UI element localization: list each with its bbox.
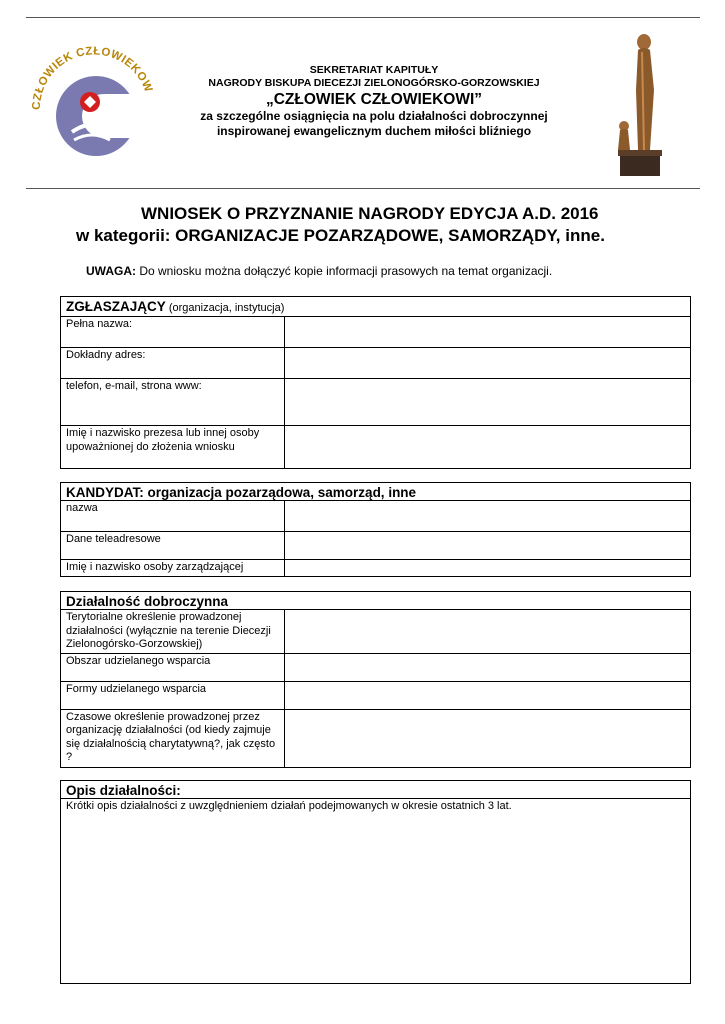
row-label: Imię i nazwisko osoby zarządzającej <box>61 560 285 577</box>
row-label: Imię i nazwisko prezesa lub innej osoby upoważnionej do złożenia wniosku <box>61 426 285 469</box>
row-input-full-name[interactable] <box>285 317 691 348</box>
note-label: UWAGA: <box>86 264 136 278</box>
section-opis <box>60 780 691 984</box>
form-title <box>76 203 676 247</box>
row-input-contact[interactable] <box>285 379 691 426</box>
row-input-support-forms[interactable] <box>285 681 691 709</box>
note-text: Do wniosku można dołączyć kopie informacji prasowych na temat organizacji. <box>136 264 553 278</box>
section-heading: Działalność dobroczynna <box>61 592 691 610</box>
section-heading: KANDYDAT: organizacja pozarządowa, samorząd, inne <box>61 483 691 501</box>
section-zglaszajacy <box>60 296 691 469</box>
header-line-secretariat: SEKRETARIAT KAPITUŁY <box>309 64 439 76</box>
row-label: Terytorialne określenie prowadzonej działalności (wyłącznie na terenie Diecezji Zielonogórsko-Gorzowskiej) <box>61 610 285 654</box>
description-area[interactable] <box>61 799 691 984</box>
heading-note: (organizacja, instytucja) <box>165 302 285 314</box>
header-line-name: „CZŁOWIEK CZŁOWIEKOWI” <box>265 91 483 108</box>
row-input-name[interactable] <box>285 501 691 532</box>
header-line-desc2: inspirowanej ewangelicznym duchem miłości bliźniego <box>216 124 532 138</box>
row-label: Obszar udzielanego wsparcia <box>61 653 285 681</box>
row-input-contact-data[interactable] <box>285 532 691 560</box>
section-heading: Opis działalności: <box>61 781 691 799</box>
row-input-territory[interactable] <box>285 610 691 654</box>
row-label: telefon, e-mail, strona www: <box>61 379 285 426</box>
header-line-award: NAGRODY BISKUPA DIECEZJI ZIELONOGÓRSKO-GORZOWSKIEJ <box>208 77 540 89</box>
row-input-president[interactable] <box>285 426 691 469</box>
statue-image <box>612 30 668 180</box>
row-label: nazwa <box>61 501 285 532</box>
row-label: Pełna nazwa: <box>61 317 285 348</box>
description-hint: Krótki opis działalności z uwzględnieniem działań podejmowanych w okresie ostatnich 3 lat. <box>66 800 512 812</box>
row-input-manager[interactable] <box>285 560 691 577</box>
row-input-timeframe[interactable] <box>285 709 691 767</box>
row-label: Dokładny adres: <box>61 348 285 379</box>
section-kandydat <box>60 482 691 577</box>
top-rule <box>26 17 700 18</box>
heading-text: ZGŁASZAJĄCY <box>66 299 166 314</box>
row-input-support-area[interactable] <box>285 653 691 681</box>
header-rule <box>26 188 700 189</box>
logo-czlowiek-czlowiekowi <box>28 32 156 167</box>
section-dzialalnosc <box>60 591 691 768</box>
logo-text: CZŁOWIEK CZŁOWIEKOW <box>30 45 155 111</box>
section-heading <box>61 297 691 317</box>
header-line-desc1: za szczególne osiągnięcia na polu działalności dobroczynnej <box>200 109 548 123</box>
title-line1: WNIOSEK O PRZYZNANIE NAGRODY EDYCJA A.D. 2016 <box>141 204 599 223</box>
row-input-address[interactable] <box>285 348 691 379</box>
row-label: Formy udzielanego wsparcia <box>61 681 285 709</box>
note <box>86 264 552 278</box>
row-label: Dane teleadresowe <box>61 532 285 560</box>
header-block <box>165 64 583 139</box>
title-line2: w kategorii: ORGANIZACJE POZARZĄDOWE, SAMORZĄDY, inne. <box>76 226 605 245</box>
row-label: Czasowe określenie prowadzonej przez organizację działalności (od kiedy zajmuje się działalnością charytatywną?, jak często ? <box>61 709 285 767</box>
